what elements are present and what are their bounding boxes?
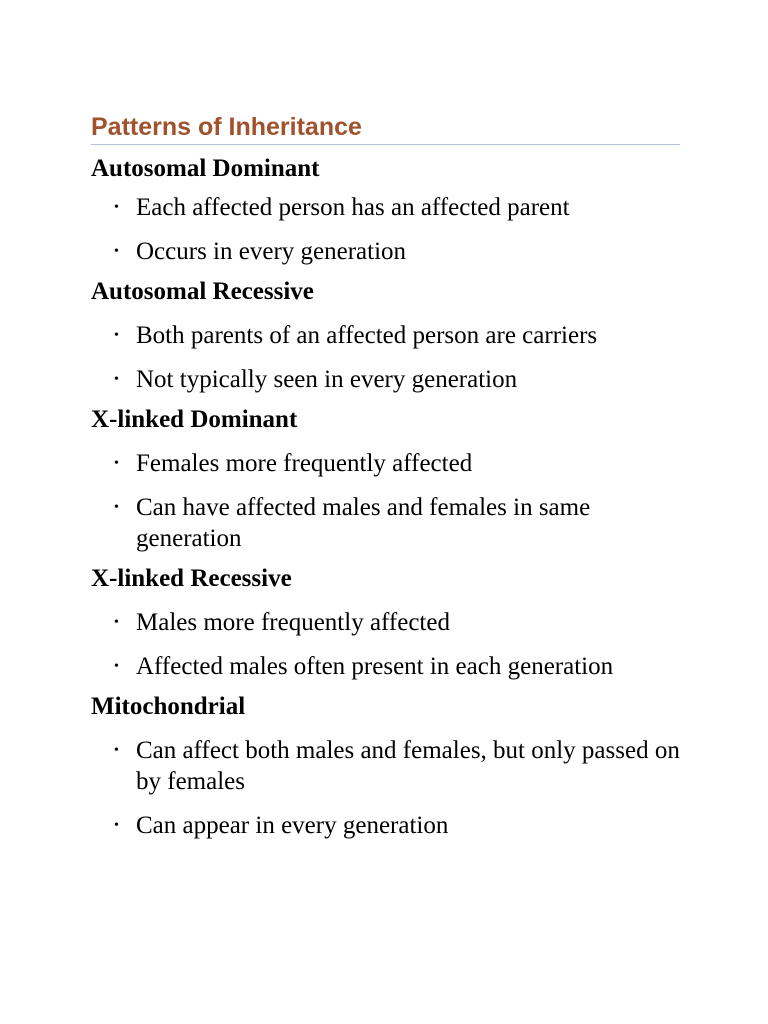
list-item bbox=[91, 735, 680, 797]
list-item-text: Affected males often present in each generation bbox=[136, 653, 614, 680]
list-item bbox=[91, 448, 680, 479]
section-x-linked-recessive bbox=[91, 564, 680, 682]
bullet-icon: • bbox=[114, 743, 119, 758]
list-item-text: Each affected person has an affected parent bbox=[136, 194, 570, 221]
section-x-linked-dominant bbox=[91, 405, 680, 554]
bullet-icon: • bbox=[114, 659, 119, 674]
list-item bbox=[91, 364, 680, 395]
list-item-text: Can have affected males and females in same generation bbox=[136, 494, 591, 552]
list-item-text: Occurs in every generation bbox=[136, 238, 407, 265]
section-mitochondrial bbox=[91, 692, 680, 841]
document-page bbox=[91, 112, 680, 841]
bullet-list bbox=[91, 192, 680, 267]
list-item bbox=[91, 651, 680, 682]
bullet-list bbox=[91, 607, 680, 682]
bullet-icon: • bbox=[114, 456, 119, 471]
bullet-icon: • bbox=[114, 615, 119, 630]
list-item bbox=[91, 492, 680, 554]
list-item bbox=[91, 320, 680, 351]
list-item bbox=[91, 192, 680, 223]
bullet-icon: • bbox=[114, 500, 119, 515]
section-heading: X-linked Dominant bbox=[91, 406, 298, 433]
list-item-text: Females more frequently affected bbox=[136, 450, 473, 477]
bullet-list bbox=[91, 320, 680, 395]
list-item-text: Can appear in every generation bbox=[136, 812, 449, 839]
list-item bbox=[91, 607, 680, 638]
section-heading: Autosomal Recessive bbox=[91, 278, 314, 305]
bullet-list bbox=[91, 448, 680, 554]
bullet-icon: • bbox=[114, 200, 119, 215]
list-item-text: Not typically seen in every generation bbox=[136, 366, 518, 393]
bullet-icon: • bbox=[114, 372, 119, 387]
section-autosomal-dominant bbox=[91, 154, 680, 267]
bullet-list bbox=[91, 735, 680, 841]
list-item-text: Both parents of an affected person are carriers bbox=[136, 322, 598, 349]
list-item-text: Males more frequently affected bbox=[136, 609, 450, 636]
bullet-icon: • bbox=[114, 244, 119, 259]
section-autosomal-recessive bbox=[91, 277, 680, 395]
section-heading: X-linked Recessive bbox=[91, 565, 292, 592]
list-item-text: Can affect both males and females, but only passed on by females bbox=[136, 737, 680, 795]
list-item bbox=[91, 236, 680, 267]
section-heading: Autosomal Dominant bbox=[91, 155, 320, 182]
document-title: Patterns of Inheritance bbox=[91, 112, 680, 145]
bullet-icon: • bbox=[114, 328, 119, 343]
section-heading: Mitochondrial bbox=[91, 693, 246, 720]
list-item bbox=[91, 810, 680, 841]
bullet-icon: • bbox=[114, 818, 119, 833]
